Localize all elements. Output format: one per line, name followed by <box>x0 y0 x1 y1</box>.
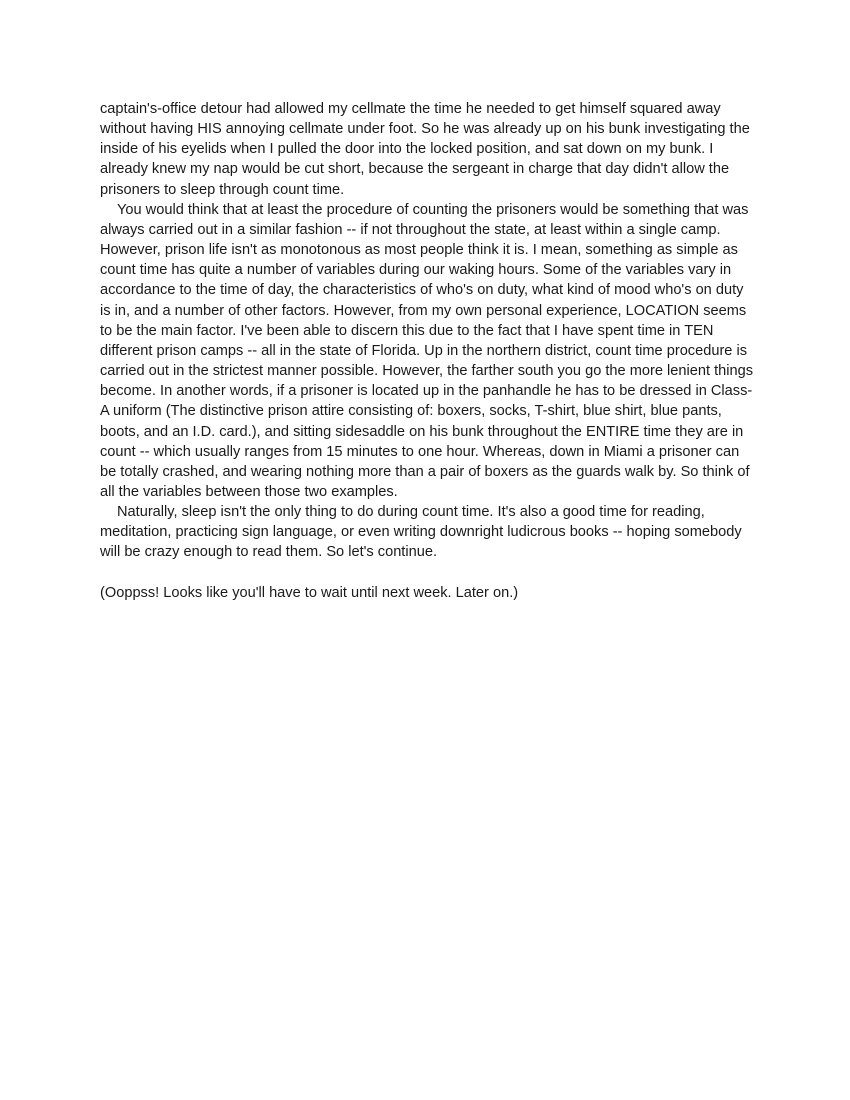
body-text <box>100 99 755 603</box>
paragraph-count-time-activities: Naturally, sleep isn't the only thing to do during count time. It's also a good time for reading, meditation, practicing sign language, or even writing downright ludicrous books -- hoping somebody will be crazy enough to read them. So let's continue. <box>100 504 742 561</box>
closing-note: (Ooppss! Looks like you'll have to wait until next week. Later on.) <box>100 584 519 601</box>
paragraph-count-procedure: You would think that at least the procedure of counting the prisoners would be something that was always carried out in a similar fashion -- if not throughout the state, at least within a single camp. However, prison life isn't as monotonous as most people think it is. I mean, something as simple as count time has quite a number of variables during our waking hours. Some of the variables vary in accordance to the time of day, the characteristics of who's on duty, what kind of mood who's on duty is in, and a number of other factors. However, from my own personal experience, LOCATION seems to be the main factor. I've been able to discern this due to the fact that I have spent time in TEN different prison camps -- all in the state of Florida. Up in the northern district, count time procedure is carried out in the strictest manner possible. However, the farther south you go the more lenient things become. In another words, if a prisoner is located up in the panhandle he has to be dressed in Class-A uniform (The distinctive prison attire consisting of: boxers, socks, T-shirt, blue shirt, blue pants, boots, and an I.D. card.), and sitting sidesaddle on his bunk throughout the ENTIRE time they are in count -- which usually ranges from 15 minutes to one hour. Whereas, down in Miami a prisoner can be totally crashed, and wearing nothing more than a pair of boxers as the guards walk by. So think of all the variables between those two examples. <box>100 201 754 500</box>
paragraph-continued: captain's-office detour had allowed my cellmate the time he needed to get himself squared away without having HIS annoying cellmate under foot. So he was already up on his bunk investigating the inside of his eyelids when I pulled the door into the locked position, and sat down on my bunk. I already knew my nap would be cut short, because the sergeant in charge that day didn't allow the prisoners to sleep through count time. <box>100 101 750 198</box>
